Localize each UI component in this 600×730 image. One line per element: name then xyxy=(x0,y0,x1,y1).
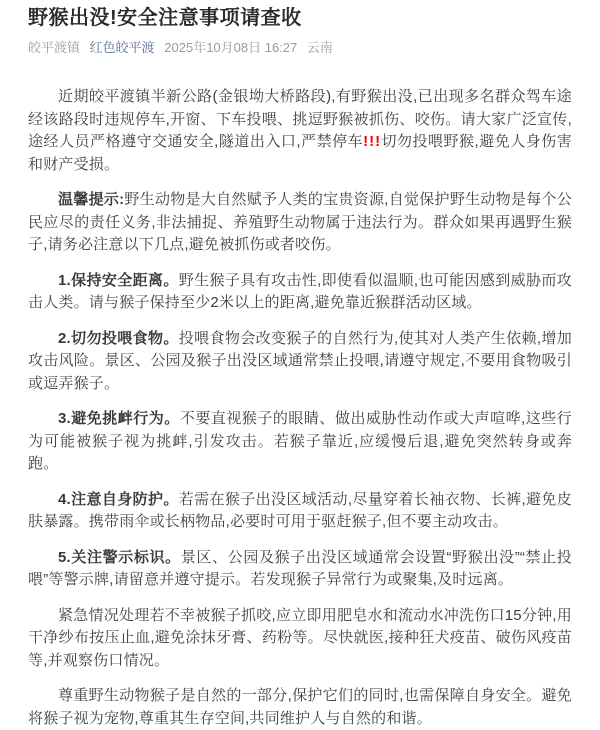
paragraph-tip-3 xyxy=(28,408,572,476)
tip-1-lead: 1.保持安全距离。 xyxy=(58,271,179,289)
meta-location: 皎平渡镇 xyxy=(28,40,81,55)
paragraph-emergency: 紧急情况处理若不幸被猴子抓咬,应立即用肥皂水和流动水冲洗伤口15分钟,用干净纱布按压止血,避免涂抹牙膏、药粉等。尽快就医,接种狂犬疫苗、破伤风疫苗等,并观察伤口情况。 xyxy=(28,606,572,669)
paragraph-tips-intro xyxy=(28,189,572,257)
intro-text-after: 切勿投喂野猴,避免人身伤害和财产受损。 xyxy=(28,133,572,173)
tips-intro-lead: 温馨提示: xyxy=(58,191,125,208)
paragraph-closing: 尊重野生动物猴子是自然的一部分,保护它们的同时,也需保障自身安全。避免将猴子视为宠物,尊重其生存空间,共同维护人与自然的和谐。 xyxy=(28,687,572,727)
tip-3-lead: 3.避免挑衅行为。 xyxy=(58,410,180,427)
tip-2-lead: 2.切勿投喂食物。 xyxy=(58,329,179,347)
tip-4-text: 若需在猴子出没区域活动,尽量穿着长袖衣物、长裤,避免皮肤暴露。携带雨伞或长柄物品,必要时可用于驱赶猴子,但不要主动攻击。 xyxy=(28,490,572,530)
intro-text-before: 近期皎平渡镇半新公路(金银坳大桥路段),有野猴出没,已出现多名群众驾车途经该路段时违规停车,开窗、下车投喂、挑逗野猴被抓伤、咬伤。请大家广泛宣传,途经人员严格遵守交通安全,隧道出入口,严禁停车 xyxy=(28,88,572,150)
tips-intro-text: 野生动物是大自然赋予人类的宝贵资源,自觉保护野生动物是每个公民应尽的责任义务,非法捕捉、养殖野生动物属于违法行为。群众如果再遇野生猴子,请务必注意以下几点,避免被抓伤或者咬伤。 xyxy=(28,191,573,253)
article-meta xyxy=(28,39,572,57)
account-link[interactable]: 红色皎平渡 xyxy=(89,40,155,55)
paragraph-intro xyxy=(28,86,572,176)
tip-5-lead: 5.关注警示标识。 xyxy=(58,548,181,566)
paragraph-tip-4 xyxy=(28,489,572,534)
meta-region: 云南 xyxy=(306,40,333,55)
warning-exclamation-marks: !!! xyxy=(363,133,382,150)
paragraph-tip-2 xyxy=(28,328,572,396)
paragraph-tip-1 xyxy=(28,270,572,315)
page-title: 野猴出没!安全注意事项请查收 xyxy=(28,7,302,29)
tip-3-text: 不要直视猴子的眼睛、做出威胁性动作或大声喧哗,这些行为可能被猴子视为挑衅,引发攻击。若猴子靠近,应缓慢后退,避免突然转身或奔跑。 xyxy=(28,410,572,472)
tip-4-lead: 4.注意自身防护。 xyxy=(58,490,179,508)
tip-2-text: 投喂食物会改变猴子的自然行为,使其对人类产生依赖,增加攻击风险。景区、公园及猴子出没区域通常禁止投喂,请遵守规定,不要用食物吸引或逗弄猴子。 xyxy=(28,329,572,392)
tip-1-text: 野生猴子具有攻击性,即使看似温顺,也可能因感到威胁而攻击人类。请与猴子保持至少2米以上的距离,避免靠近猴群活动区域。 xyxy=(28,271,572,311)
meta-datetime: 2025年10月08日 16:27 xyxy=(164,40,298,55)
paragraph-tip-5 xyxy=(28,547,572,592)
tip-5-text: 景区、公园及猴子出没区域通常会设置“野猴出没”“禁止投喂”等警示牌,请留意并遵守提示。若发现猴子异常行为或聚集,及时远离。 xyxy=(28,548,573,588)
